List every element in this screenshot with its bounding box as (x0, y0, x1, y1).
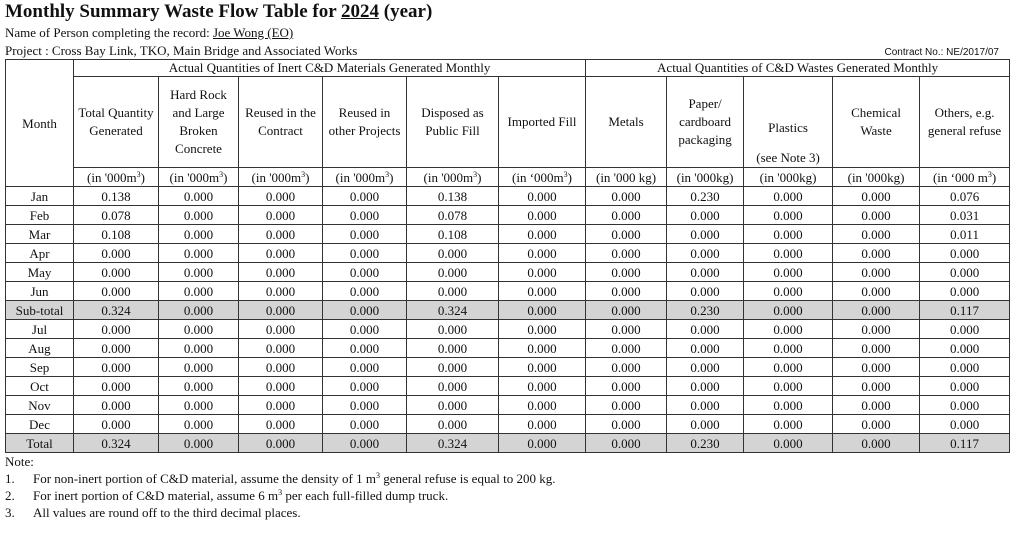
project-label: Project : Cross Bay Link, TKO, Main Bridge and Associated Works (5, 43, 358, 58)
value-cell: 0.000 (323, 187, 407, 206)
value-cell: 0.000 (586, 187, 667, 206)
column-header (667, 77, 744, 168)
column-header (74, 77, 159, 168)
value-cell: 0.000 (323, 320, 407, 339)
value-cell: 0.000 (833, 301, 920, 320)
value-cell: 0.000 (159, 206, 239, 225)
value-cell: 0.000 (920, 415, 1010, 434)
table-row (6, 244, 1010, 263)
value-cell: 0.000 (586, 263, 667, 282)
value-cell: 0.000 (920, 339, 1010, 358)
value-cell: 0.230 (667, 187, 744, 206)
column-unit (323, 168, 407, 187)
value-cell: 0.000 (159, 282, 239, 301)
value-cell: 0.000 (499, 358, 586, 377)
waste-flow-table (5, 59, 1010, 453)
table-row (6, 187, 1010, 206)
table-row (6, 206, 1010, 225)
column-unit (744, 168, 833, 187)
unit-text: (in '000m (423, 169, 474, 185)
value-cell: 0.000 (667, 244, 744, 263)
value-cell: 0.000 (239, 187, 323, 206)
column-header-note: (see Note 3) (756, 150, 820, 165)
table-row-summary (6, 434, 1010, 453)
value-cell: 0.000 (159, 225, 239, 244)
column-unit (920, 168, 1010, 187)
value-cell: 0.000 (667, 358, 744, 377)
value-cell: 0.000 (920, 263, 1010, 282)
table-row (6, 282, 1010, 301)
value-cell: 0.000 (833, 282, 920, 301)
value-cell: 0.000 (499, 320, 586, 339)
column-header (744, 77, 833, 168)
group-header-inert: Actual Quantities of Inert C&D Materials Generated Monthly (74, 60, 586, 77)
value-cell: 0.000 (407, 415, 499, 434)
note-number: 1. (5, 471, 15, 486)
value-cell: 0.230 (667, 434, 744, 453)
note-text-start: For inert portion of C&D material, assume 6 m (33, 488, 279, 503)
value-cell: 0.000 (744, 244, 833, 263)
value-cell: 0.000 (833, 244, 920, 263)
value-cell: 0.078 (407, 206, 499, 225)
value-cell: 0.000 (239, 434, 323, 453)
column-unit (407, 168, 499, 187)
unit-text-end: ) (389, 169, 394, 185)
month-cell: May (6, 263, 74, 282)
value-cell: 0.000 (323, 434, 407, 453)
note-text-end: general refuse is equal to 200 kg. (380, 471, 556, 486)
value-cell: 0.000 (74, 358, 159, 377)
month-cell: Jun (6, 282, 74, 301)
value-cell: 0.000 (833, 377, 920, 396)
value-cell: 0.324 (74, 434, 159, 453)
title-prefix: Monthly Summary Waste Flow Table for (5, 1, 337, 22)
value-cell: 0.000 (159, 434, 239, 453)
month-cell: Sep (6, 358, 74, 377)
value-cell: 0.011 (920, 225, 1010, 244)
value-cell: 0.000 (667, 339, 744, 358)
value-cell: 0.000 (586, 358, 667, 377)
value-cell: 0.000 (239, 377, 323, 396)
unit-text-end: ) (305, 169, 310, 185)
value-cell: 0.000 (920, 282, 1010, 301)
value-cell: 0.000 (407, 320, 499, 339)
note-text-start: For non-inert portion of C&D material, assume the density of 1 m (33, 471, 376, 486)
value-cell: 0.000 (239, 263, 323, 282)
value-cell: 0.000 (833, 225, 920, 244)
value-cell: 0.000 (744, 339, 833, 358)
value-cell: 0.000 (586, 320, 667, 339)
value-cell: 0.000 (407, 377, 499, 396)
month-cell: Nov (6, 396, 74, 415)
value-cell: 0.000 (499, 301, 586, 320)
unit-superscript: 3 (987, 169, 992, 179)
value-cell: 0.031 (920, 206, 1010, 225)
unit-superscript: 3 (301, 169, 306, 179)
value-cell: 0.000 (323, 244, 407, 263)
column-header-label: Disposed as Public Fill (421, 105, 484, 138)
value-cell: 0.000 (667, 282, 744, 301)
value-cell: 0.000 (833, 434, 920, 453)
note-number: 2. (5, 488, 15, 503)
value-cell: 0.324 (407, 301, 499, 320)
unit-text-end: ) (140, 169, 145, 185)
value-cell: 0.000 (833, 415, 920, 434)
column-unit (586, 168, 667, 187)
unit-superscript: 3 (563, 169, 568, 179)
value-cell: 0.138 (407, 187, 499, 206)
value-cell: 0.000 (323, 377, 407, 396)
value-cell: 0.000 (239, 282, 323, 301)
unit-text: (in '000kg) (676, 169, 734, 185)
value-cell: 0.000 (586, 377, 667, 396)
unit-text: (in '000kg) (847, 169, 905, 185)
note-text-end: per each full-filled dump truck. (282, 488, 449, 503)
value-cell: 0.000 (239, 358, 323, 377)
value-cell: 0.000 (744, 263, 833, 282)
column-header (586, 77, 667, 168)
column-header-label: Reused in other Projects (328, 105, 401, 138)
value-cell: 0.000 (586, 339, 667, 358)
note-item (5, 487, 1009, 504)
value-cell: 0.000 (667, 263, 744, 282)
value-cell: 0.000 (239, 415, 323, 434)
value-cell: 0.000 (744, 301, 833, 320)
value-cell: 0.000 (159, 396, 239, 415)
note-text (33, 470, 555, 487)
unit-text-end: ) (477, 169, 482, 185)
value-cell: 0.000 (920, 320, 1010, 339)
column-unit (239, 168, 323, 187)
value-cell: 0.000 (407, 263, 499, 282)
value-cell: 0.000 (159, 358, 239, 377)
month-cell: Jan (6, 187, 74, 206)
unit-text-end: ) (991, 169, 997, 185)
column-header-label: Chemical Waste (851, 105, 901, 138)
unit-text: (in '000m (169, 169, 220, 185)
value-cell: 0.000 (744, 225, 833, 244)
month-cell: Jul (6, 320, 74, 339)
unit-text: (in '000m (87, 169, 137, 185)
value-cell: 0.000 (499, 225, 586, 244)
month-cell: Dec (6, 415, 74, 434)
value-cell: 0.000 (833, 263, 920, 282)
unit-text: (in '000m (251, 169, 302, 185)
table-row (6, 320, 1010, 339)
value-cell: 0.078 (74, 206, 159, 225)
value-cell: 0.000 (239, 206, 323, 225)
column-header (407, 77, 499, 168)
value-cell: 0.000 (74, 282, 159, 301)
value-cell: 0.000 (744, 358, 833, 377)
unit-text: (in '000m (335, 169, 386, 185)
value-cell: 0.000 (74, 320, 159, 339)
group-header-wastes: Actual Quantities of C&D Wastes Generated Monthly (586, 60, 1010, 77)
unit-text: (in '000kg) (759, 169, 817, 185)
value-cell: 0.000 (74, 244, 159, 263)
value-cell: 0.324 (407, 434, 499, 453)
value-cell: 0.000 (920, 358, 1010, 377)
value-cell: 0.324 (74, 301, 159, 320)
column-header (159, 77, 239, 168)
value-cell: 0.000 (833, 187, 920, 206)
value-cell: 0.000 (920, 377, 1010, 396)
value-cell: 0.108 (74, 225, 159, 244)
value-cell: 0.000 (499, 244, 586, 263)
value-cell: 0.117 (920, 301, 1010, 320)
column-header (239, 77, 323, 168)
record-name: Joe Wong (EO) (212, 25, 294, 40)
value-cell: 0.000 (744, 187, 833, 206)
value-cell: 0.000 (920, 244, 1010, 263)
record-label: Name of Person completing the record: (5, 25, 210, 40)
title-year: 2024 (341, 1, 380, 22)
value-cell: 0.000 (407, 282, 499, 301)
unit-text: (in '000 kg) (595, 169, 657, 185)
value-cell: 0.000 (586, 282, 667, 301)
value-cell: 0.000 (323, 301, 407, 320)
column-header-label: Total Quantity Generated (78, 105, 154, 138)
column-unit (833, 168, 920, 187)
record-line (5, 24, 1009, 41)
month-cell: Apr (6, 244, 74, 263)
value-cell: 0.000 (407, 244, 499, 263)
value-cell: 0.000 (833, 320, 920, 339)
value-cell: 0.230 (667, 301, 744, 320)
column-header-label: Others, e.g. general refuse (927, 105, 1002, 138)
value-cell: 0.076 (920, 187, 1010, 206)
value-cell: 0.000 (407, 396, 499, 415)
value-cell: 0.000 (159, 187, 239, 206)
value-cell: 0.000 (920, 396, 1010, 415)
value-cell: 0.000 (744, 282, 833, 301)
value-cell: 0.000 (323, 415, 407, 434)
value-cell: 0.000 (667, 320, 744, 339)
column-unit (667, 168, 744, 187)
value-cell: 0.117 (920, 434, 1010, 453)
table-row (6, 377, 1010, 396)
value-cell: 0.000 (323, 282, 407, 301)
value-cell: 0.000 (239, 320, 323, 339)
column-unit (74, 168, 159, 187)
value-cell: 0.000 (744, 434, 833, 453)
value-cell: 0.000 (407, 358, 499, 377)
value-cell: 0.000 (586, 244, 667, 263)
table-row (6, 358, 1010, 377)
value-cell: 0.000 (586, 225, 667, 244)
value-cell: 0.000 (74, 377, 159, 396)
value-cell: 0.000 (159, 301, 239, 320)
note-superscript: 3 (278, 488, 283, 497)
value-cell: 0.000 (499, 396, 586, 415)
value-cell: 0.000 (586, 434, 667, 453)
value-cell: 0.000 (586, 301, 667, 320)
value-cell: 0.000 (407, 339, 499, 358)
column-header (323, 77, 407, 168)
column-header-label: Hard Rock and Large Broken Concrete (170, 87, 227, 156)
table-row-summary (6, 301, 1010, 320)
project-line (5, 42, 1009, 59)
note-superscript: 3 (376, 471, 380, 480)
value-cell: 0.000 (499, 263, 586, 282)
month-cell: Sub-total (6, 301, 74, 320)
contract-number: Contract No.: NE/2017/07 (884, 47, 999, 58)
value-cell: 0.000 (323, 263, 407, 282)
value-cell: 0.108 (407, 225, 499, 244)
value-cell: 0.000 (667, 396, 744, 415)
page-title (5, 1, 1009, 23)
value-cell: 0.000 (586, 396, 667, 415)
column-header (833, 77, 920, 168)
note-number: 3. (5, 505, 15, 520)
value-cell: 0.000 (159, 320, 239, 339)
column-header (920, 77, 1010, 168)
unit-text: (in ‘000m (512, 169, 564, 185)
value-cell: 0.000 (159, 244, 239, 263)
value-cell: 0.000 (833, 339, 920, 358)
value-cell: 0.000 (239, 396, 323, 415)
value-cell: 0.000 (74, 396, 159, 415)
value-cell: 0.000 (499, 187, 586, 206)
value-cell: 0.000 (667, 206, 744, 225)
value-cell: 0.000 (239, 301, 323, 320)
value-cell: 0.000 (744, 206, 833, 225)
value-cell: 0.138 (74, 187, 159, 206)
value-cell: 0.000 (833, 396, 920, 415)
note-text (33, 504, 301, 521)
value-cell: 0.000 (499, 206, 586, 225)
value-cell: 0.000 (499, 282, 586, 301)
month-cell: Aug (6, 339, 74, 358)
note-item (5, 504, 1009, 521)
month-cell: Feb (6, 206, 74, 225)
column-unit (499, 168, 586, 187)
value-cell: 0.000 (74, 415, 159, 434)
value-cell: 0.000 (159, 377, 239, 396)
value-cell: 0.000 (323, 206, 407, 225)
value-cell: 0.000 (74, 263, 159, 282)
value-cell: 0.000 (159, 263, 239, 282)
value-cell: 0.000 (239, 225, 323, 244)
value-cell: 0.000 (586, 206, 667, 225)
value-cell: 0.000 (667, 415, 744, 434)
unit-superscript: 3 (473, 169, 478, 179)
value-cell: 0.000 (323, 396, 407, 415)
table-row (6, 396, 1010, 415)
notes-heading: Note: (5, 454, 34, 469)
notes-section (5, 453, 1009, 521)
value-cell: 0.000 (159, 415, 239, 434)
value-cell: 0.000 (833, 206, 920, 225)
unit-text: (in ‘000 m (932, 169, 988, 185)
unit-superscript: 3 (219, 169, 224, 179)
table-row (6, 339, 1010, 358)
value-cell: 0.000 (586, 415, 667, 434)
table-row (6, 263, 1010, 282)
month-cell: Total (6, 434, 74, 453)
value-cell: 0.000 (499, 377, 586, 396)
value-cell: 0.000 (499, 415, 586, 434)
month-header: Month (6, 60, 74, 187)
value-cell: 0.000 (744, 377, 833, 396)
unit-superscript: 3 (385, 169, 390, 179)
value-cell: 0.000 (744, 396, 833, 415)
note-text-start: All values are round off to the third decimal places. (33, 505, 301, 520)
value-cell: 0.000 (499, 434, 586, 453)
column-unit (159, 168, 239, 187)
column-header-label: Reused in the Contract (245, 105, 316, 138)
value-cell: 0.000 (323, 339, 407, 358)
value-cell: 0.000 (159, 339, 239, 358)
value-cell: 0.000 (667, 225, 744, 244)
value-cell: 0.000 (323, 358, 407, 377)
title-suffix: (year) (383, 1, 433, 22)
value-cell: 0.000 (833, 358, 920, 377)
month-cell: Mar (6, 225, 74, 244)
value-cell: 0.000 (744, 415, 833, 434)
table-row (6, 225, 1010, 244)
value-cell: 0.000 (74, 339, 159, 358)
value-cell: 0.000 (667, 377, 744, 396)
waste-flow-document (5, 0, 1009, 521)
column-header-label: Paper/ cardboard packaging (678, 96, 732, 147)
note-text (33, 487, 448, 504)
month-cell: Oct (6, 377, 74, 396)
column-header-label: Imported Fill (507, 114, 577, 129)
table-row (6, 415, 1010, 434)
value-cell: 0.000 (239, 339, 323, 358)
unit-text-end: ) (223, 169, 228, 185)
value-cell: 0.000 (323, 225, 407, 244)
value-cell: 0.000 (499, 339, 586, 358)
unit-superscript: 3 (136, 169, 141, 179)
value-cell: 0.000 (239, 244, 323, 263)
note-item (5, 470, 1009, 487)
value-cell: 0.000 (744, 320, 833, 339)
column-header (499, 77, 586, 168)
column-header-label: Plastics (768, 120, 808, 135)
unit-text-end: ) (567, 169, 573, 185)
column-header-label: Metals (608, 114, 644, 129)
